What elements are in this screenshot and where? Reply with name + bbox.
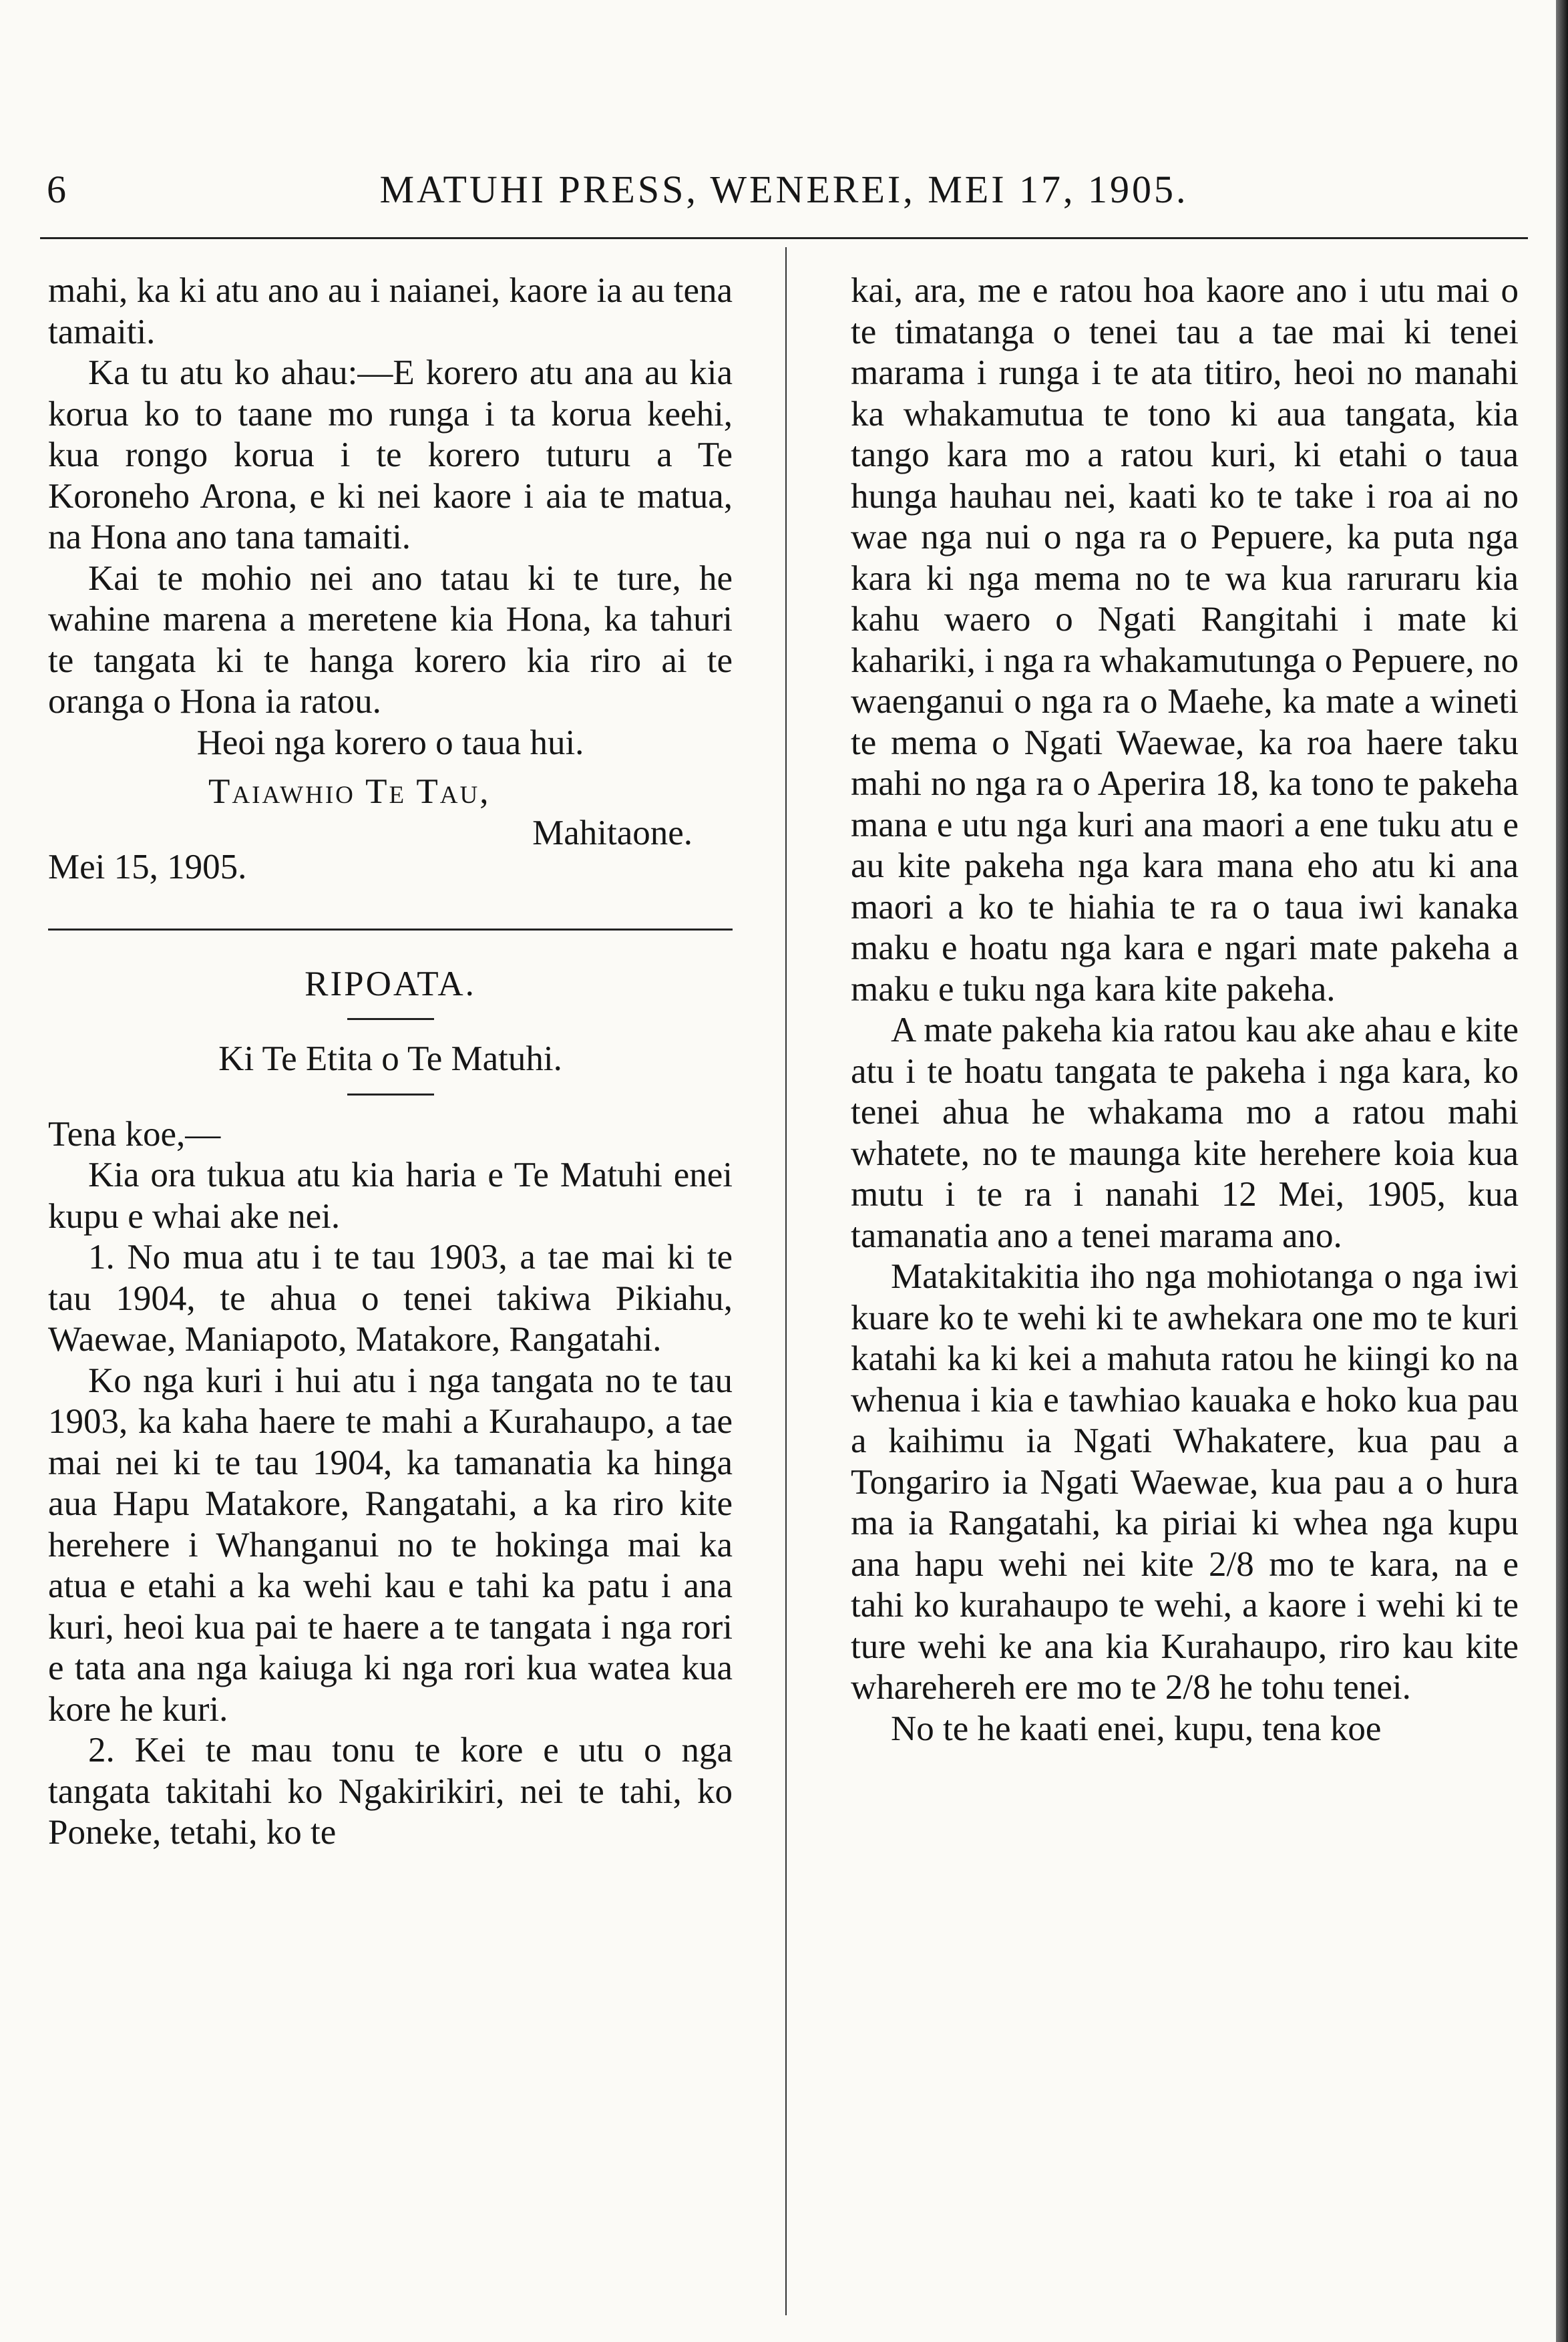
- column-divider: [785, 247, 787, 2315]
- masthead: MATUHI PRESS, WENEREI, MEI 17, 1905.: [379, 168, 1189, 211]
- paragraph: Ko nga kuri i hui atu i nga tangata no te tau 1903, ka kaha haere te mahi a Kurahaupo, a tae mai nei ki te tau 1904, ka tamanatia ka hinga aua Hapu Matakore, Rangatahi, a ka riro kite herehere i Whanganui no te hokinga mai ka atua e etahi a ka wehi kau e tahi ka patu i ana kuri, heoi kua pai te haere a te tangata i nga rori e tata ana nga kaiuga ki nga rori kua watea kua kore he kuri.: [48, 1361, 733, 1729]
- short-rule: [347, 1094, 434, 1096]
- paragraph: Matakitakitia iho nga mohiotanga o nga iwi kuare ko te wehi ki te awhekara one mo te kuri katahi ka ki kei a mahuta ratou he kiingi ko na whenua i kia e tawhiao kauaka e hoko kua pau a kaihimu ia Ngati Whakatere, kua pau a Tongariro ia Ngati Waewae, kua pau a o hura ma ia Rangatahi, ka piriai ki whea nga kupu ana hapu wehi nei kite 2/8 mo te kara, na e tahi ko kurahaupo te wehi, a kaore i wehi ki te ture wehi ke ana kia Kurahaupo, riro kau kite wharehereh ere mo te 2/8 he tohu tenei.: [851, 1257, 1519, 1707]
- salutation: Tena koe,—: [48, 1114, 221, 1154]
- letter-date: Mei 15, 1905.: [48, 848, 247, 886]
- paragraph: 1. No mua atu i te tau 1903, a tae mai ki te tau 1904, te ahua o tenei takiwa Pikiahu, Waewae, Maniapoto, Matakore, Rangatahi.: [48, 1238, 733, 1359]
- addressee: Ki Te Etita o Te Matuhi.: [218, 1039, 562, 1078]
- signature-place: Mahitaone.: [532, 813, 693, 852]
- paragraph: Ka tu atu ko ahau:—E korero atu ana au kia korua ko to taane mo runga i ta korua keehi, kua rongo korua i te korero tuturu a Te Koroneho Arona, e ki nei kaore i aia te matua, na Hona ano tana tamaiti.: [48, 353, 733, 556]
- section-title: RIPOATA.: [305, 964, 476, 1003]
- paragraph: Kia ora tukua atu kia haria e Te Matuhi enei kupu e whai ake nei.: [48, 1156, 733, 1236]
- section-rule: [48, 929, 733, 931]
- page-number: 6: [47, 168, 67, 211]
- paragraph: No te he kaati enei, kupu, tena koe: [891, 1709, 1382, 1748]
- signature: Taiawhio Te Tau,: [208, 772, 491, 811]
- left-column: [48, 271, 733, 2302]
- paragraph: 2. Kei te mau tonu te kore e utu o nga tangata takitahi ko Ngakirikiri, nei te tahi, ko Poneke, tetahi, ko te: [48, 1731, 733, 1852]
- paragraph: mahi, ka ki atu ano au i naianei, kaore ia au tena tamaiti.: [48, 271, 733, 351]
- closing-line: Heoi nga korero o taua hui.: [196, 723, 584, 762]
- page-edge-shadow: [1556, 0, 1568, 2342]
- right-column: [851, 271, 1519, 2302]
- paragraph: A mate pakeha kia ratou kau ake ahau e kite atu i te hoatu tangata te pakeha i nga kara, ko tenei ahua he whakama mo a ratou mahi whatete, no te maunga kite herehere koia kua mutu i te ra i nanahi 12 Mei, 1905, kua tamanatia ano a tenei marama ano.: [851, 1011, 1519, 1255]
- header-rule: [40, 237, 1528, 239]
- short-rule: [347, 1018, 434, 1020]
- paragraph: Kai te mohio nei ano tatau ki te ture, he wahine marena a meretene kia Hona, ka tahuri te tangata ki te hanga korero kia riro ai te oranga o Hona ia ratou.: [48, 558, 733, 721]
- paragraph: kai, ara, me e ratou hoa kaore ano i utu mai o te timatanga o tenei tau a tae mai ki tenei marama i runga i te ata titiro, heoi no manahi ka whakamutua te tono ki aua tangata, kia tango kara mo a ratou kuri, ki etahi o taua hunga hauhau nei, kaati ko te take i roa ai no wae nga nui o nga ra o Pepuere, ka puta nga kara ki nga mema no te wa kua raruraru kia kahu waero o Ngati Rangitahi i mate ki kahariki, i nga ra whakamutunga o Pepuere, no waenganui o nga ra o Maehe, ka mate a wineti te mema o Ngati Waewae, ka roa haere taku mahi no nga ra o Aperira 18, ka tono te pakeha mana e utu nga kuri ana maori a ene tuku atu e au kite pakeha nga kara mana eho atu ki ana maori a ko te hiahia te ra o taua iwi kanaka maku e hoatu nga kara e ngari mate pakeha a maku e tuku nga kara kite pakeha.: [851, 271, 1519, 1009]
- page-header: [40, 167, 1528, 227]
